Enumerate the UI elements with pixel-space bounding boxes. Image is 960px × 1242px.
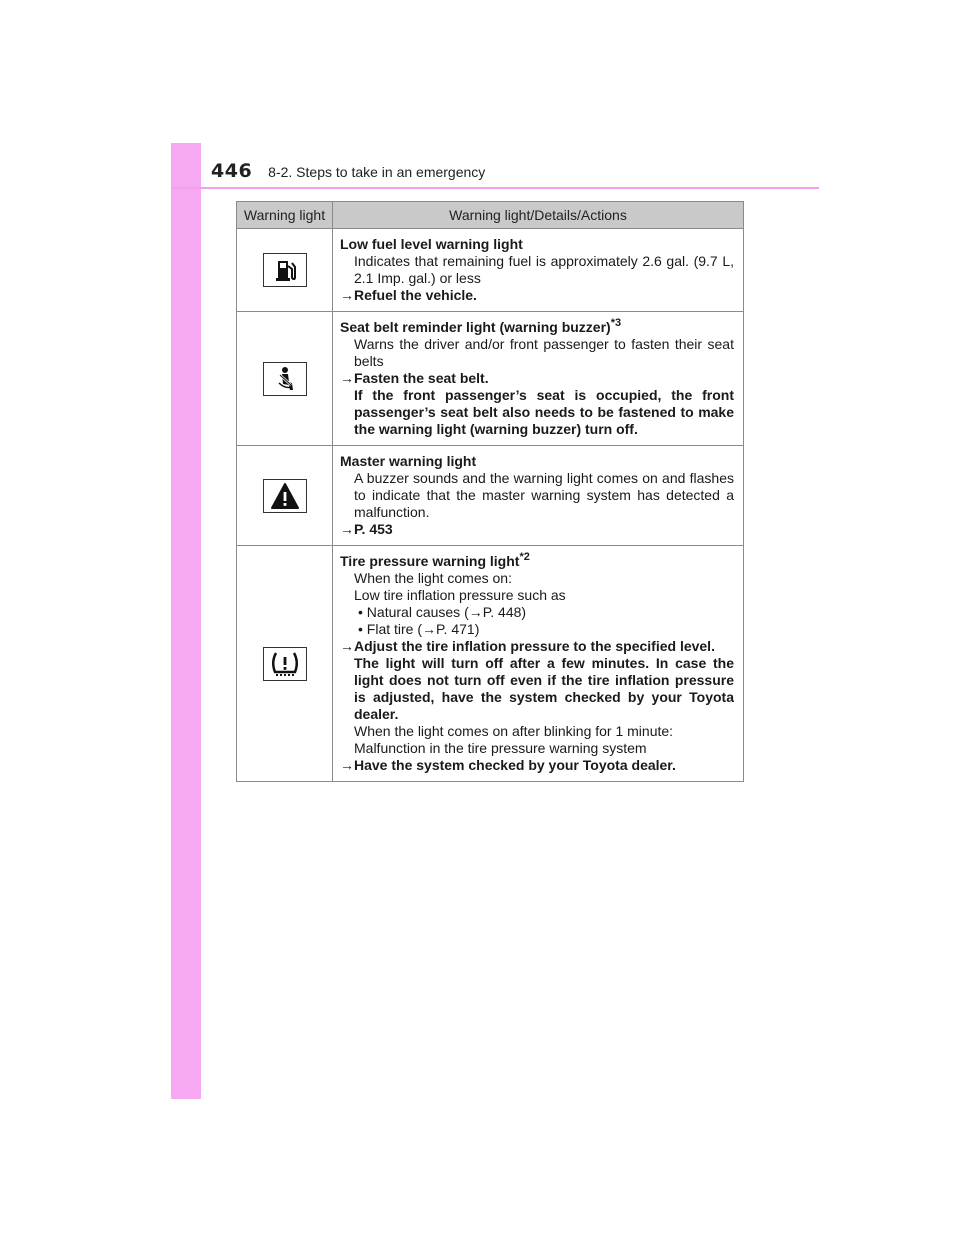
column-header-warning-light: Warning light [237, 202, 333, 229]
row-title [340, 553, 734, 570]
detail-cell [333, 446, 744, 546]
cause-text: Malfunction in the tire pressure warning system [354, 740, 647, 756]
icon-cell [237, 312, 333, 446]
list-item-text: Natural causes (→P. 448) [366, 604, 527, 620]
page-number: 446 [211, 160, 253, 182]
page-header [211, 160, 485, 188]
page-reference: P. 453 [354, 521, 393, 537]
side-tab-stripe [171, 143, 201, 1099]
arrow-icon: → [340, 370, 354, 386]
table-row [237, 312, 744, 446]
detail-cell [333, 546, 744, 782]
section-title: 8-2. Steps to take in an emergency [268, 164, 486, 180]
bullet-icon: • [358, 621, 363, 637]
row-action-text: Fasten the seat belt. [354, 370, 489, 386]
row-description: A buzzer sounds and the warning light comes on and flashes to indicate that the master warning system has detected a malfunction. [354, 470, 734, 520]
footnote-marker: *2 [519, 551, 530, 563]
list-item [340, 604, 734, 621]
icon-cell [237, 546, 333, 782]
arrow-icon: → [340, 287, 354, 303]
footnote-marker: *3 [610, 317, 622, 329]
column-header-details: Warning light/Details/Actions [333, 202, 744, 229]
cause-text: Low tire inflation pressure such as [354, 587, 566, 603]
row-action-text: Refuel the vehicle. [354, 287, 477, 303]
row-action-detail: The light will turn off after a few minutes. In case the light does not turn off even if the tire inflation pressure is adjusted, have the system checked by your Toyota dealer. [354, 655, 734, 722]
list-item-text: Flat tire (→P. 471) [366, 621, 480, 637]
row-action [340, 521, 734, 538]
arrow-icon: → [340, 757, 354, 773]
detail-cell [333, 229, 744, 312]
condition-text: When the light comes on: [354, 570, 512, 586]
arrow-icon: → [340, 638, 354, 654]
row-title [340, 319, 734, 336]
tire-pressure-icon [263, 647, 307, 681]
row-action [340, 757, 734, 774]
icon-cell [237, 229, 333, 312]
list-item [340, 621, 734, 638]
icon-cell [237, 446, 333, 546]
row-title: Master warning light [340, 453, 477, 469]
condition-text: When the light comes on after blinking for 1 minute: [354, 723, 674, 739]
row-action-detail: If the front passenger’s seat is occupied, the front passenger’s seat belt also needs to be fastened to make the warning light (warning buzzer) turn off. [354, 387, 734, 437]
table-header-row [237, 202, 744, 229]
row-description: Warns the driver and/or front passenger to fasten their seat belts [354, 336, 734, 369]
bullet-icon: • [358, 604, 363, 620]
table-row [237, 446, 744, 546]
warning-light-table [236, 201, 744, 782]
row-title-text: Seat belt reminder light (warning buzzer) [340, 319, 611, 335]
warning-triangle-icon [263, 479, 307, 513]
detail-cell [333, 312, 744, 446]
table-row [237, 546, 744, 782]
row-action [340, 638, 734, 655]
row-action [340, 287, 734, 304]
row-action-text: Adjust the tire inflation pressure to the specified level. [354, 638, 715, 654]
row-action [340, 370, 734, 387]
fuel-pump-icon [263, 253, 307, 287]
row-title: Low fuel level warning light [340, 236, 523, 252]
row-action-text: Have the system checked by your Toyota dealer. [354, 757, 676, 773]
arrow-icon: → [340, 521, 354, 537]
row-title-text: Tire pressure warning light [340, 553, 520, 569]
seat-belt-icon [263, 362, 307, 396]
table-row [237, 229, 744, 312]
row-description: Indicates that remaining fuel is approximately 2.6 gal. (9.7 L, 2.1 Imp. gal.) or less [354, 253, 734, 286]
header-rule [171, 187, 819, 189]
